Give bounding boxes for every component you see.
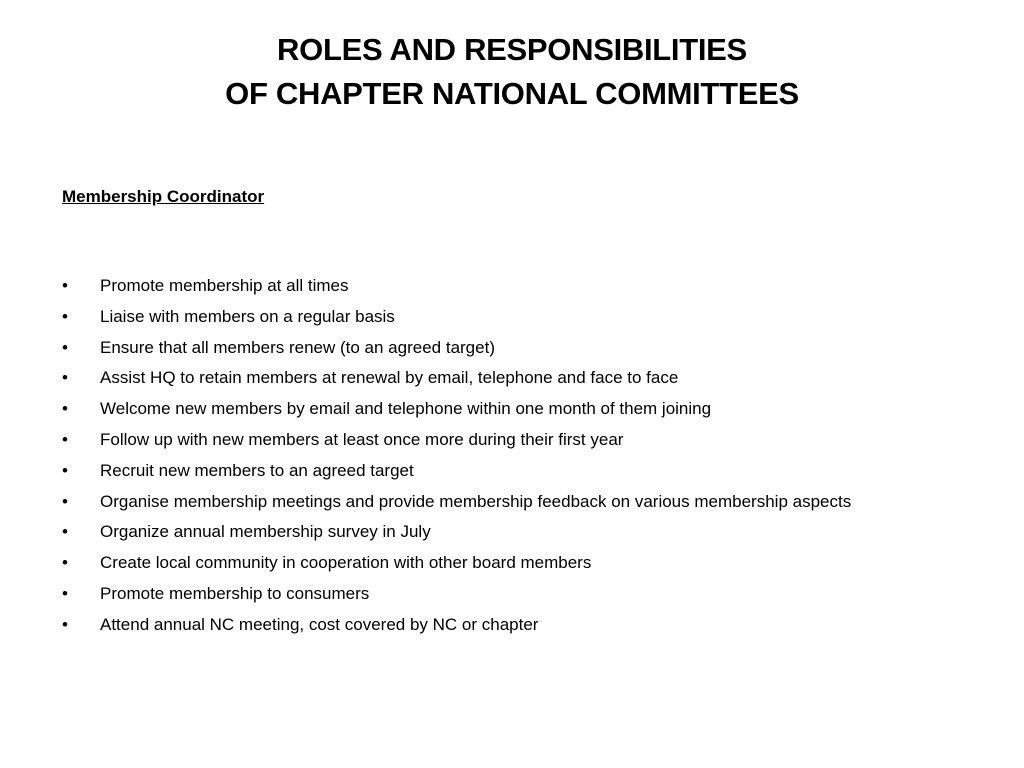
list-item [62, 582, 1002, 613]
bullet-icon: • [62, 368, 68, 388]
list-item [62, 274, 1002, 305]
list-item-text: Promote membership to consumers [100, 583, 370, 603]
list-item [62, 397, 1002, 428]
bullet-icon: • [62, 522, 68, 542]
list-item [62, 366, 1002, 397]
title-line-1: ROLES AND RESPONSIBILITIES [277, 32, 747, 67]
bullet-icon: • [62, 460, 68, 480]
list-item [62, 428, 1002, 459]
list-item [62, 520, 1002, 551]
bullet-icon: • [62, 337, 68, 357]
title-line-2: OF CHAPTER NATIONAL COMMITTEES [225, 76, 799, 111]
bullet-icon: • [62, 491, 68, 511]
list-item-text: Welcome new members by email and telephone within one month of them joining [100, 399, 712, 419]
list-item-text: Attend annual NC meeting, cost covered by NC or chapter [100, 614, 539, 634]
list-item-text: Organise membership meetings and provide membership feedback on various membership aspects [100, 491, 852, 511]
slide-title [0, 28, 1024, 116]
bullet-icon: • [62, 614, 68, 634]
list-item [62, 551, 1002, 582]
list-item [62, 459, 1002, 490]
list-item-text: Assist HQ to retain members at renewal by email, telephone and face to face [100, 368, 679, 388]
list-item-text: Liaise with members on a regular basis [100, 306, 395, 326]
list-item [62, 490, 1002, 521]
list-item [62, 613, 1002, 644]
bullet-icon: • [62, 306, 68, 326]
list-item [62, 336, 1002, 367]
list-item-text: Promote membership at all times [100, 276, 349, 295]
bullet-list [62, 274, 1002, 644]
bullet-icon: • [62, 399, 68, 419]
list-item-text: Recruit new members to an agreed target [100, 460, 414, 480]
bullet-icon: • [62, 429, 68, 449]
section-heading: Membership Coordinator [62, 187, 265, 206]
list-item-text: Organize annual membership survey in July [100, 522, 431, 542]
list-item [62, 305, 1002, 336]
bullet-icon: • [62, 553, 68, 573]
list-item-text: Ensure that all members renew (to an agreed target) [100, 337, 495, 357]
bullet-icon: • [62, 276, 68, 295]
bullet-icon: • [62, 583, 68, 603]
list-item-text: Create local community in cooperation with other board members [100, 553, 592, 573]
list-item-text: Follow up with new members at least once more during their first year [100, 429, 624, 449]
